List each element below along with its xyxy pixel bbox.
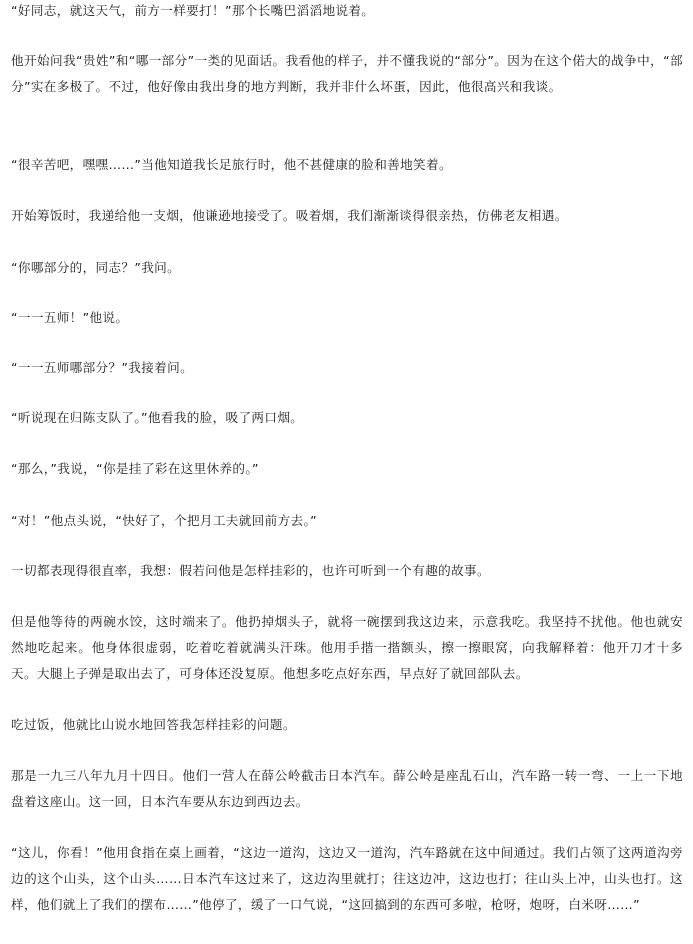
paragraph: “很辛苦吧，嘿嘿……”当他知道我长足旅行时，他不甚健康的脸和善地笑着。	[11, 157, 452, 172]
paragraph: 一切都表现得很直率，我想：假若问他是怎样挂彩的，也许可听到一个有趣的故事。	[11, 563, 490, 578]
paragraph: “这儿，你看！”他用食指在桌上画着，“这边一道沟，这边又一道沟，汽车路就在这中间通过。我们占领了这两道沟旁边的这个山头，这个山头……日本汽车这过来了，这边沟里就打；往这边冲，这边也打；往山头上冲，山头也打。这样，他们就上了我们的摆布……”他停了，缓了一口气说，“这回搞到的东西可多啦，枪呀，炮呀，白米呀……”	[11, 845, 683, 912]
paragraph: “一一五师！”他说。	[11, 310, 129, 325]
paragraph: 他开始问我“贵姓”和“哪一部分”一类的见面话。我看他的样子，并不懂我说的“部分”。因为在这个偌大的战争中，“部分”实在多极了。不过，他好像由我出身的地方判断，我并非什么坏蛋，因此，他很高兴和我谈。	[11, 53, 683, 94]
paragraph: 但是他等待的两碗水饺，这时端来了。他扔掉烟头子，就将一碗摆到我这边来，示意我吃。我坚持不扰他。他也就安然地吃起来。他身体很虚弱，吃着吃着就满头汗珠。他用手揩一揩额头，擦一擦眼窝，向我解释着：他开刀才十多天。大腿上子弹是取出去了，可身体还没复原。他想多吃点好东西，早点好了就回部队去。	[11, 614, 683, 681]
paragraph: 吃过饭，他就比山说水地回答我怎样挂彩的问题。	[11, 717, 296, 732]
paragraph: “那么，”我说，“你是挂了彩在这里休养的。”	[11, 461, 259, 476]
paragraph: “一一五师哪部分？”我接着问。	[11, 360, 194, 375]
paragraph: “你哪部分的，同志？”我问。	[11, 260, 181, 275]
paragraph: “对！”他点头说，“快好了，个把月工夫就回前方去。”	[11, 513, 317, 528]
paragraph: “好同志，就这天气，前方一样要打！”那个长嘴巴滔滔地说着。	[11, 3, 375, 18]
paragraph: “听说现在归陈支队了。”他看我的脸，吸了两口烟。	[11, 410, 304, 425]
paragraph: 开始筹饭时，我递给他一支烟，他谦逊地接受了。吸着烟，我们渐渐谈得很亲热，仿佛老友相遇。	[11, 208, 568, 223]
paragraph: 那是一九三八年九月十四日。他们一营人在薛公岭截击日本汽车。薛公岭是座乱石山，汽车路一转一弯、一上一下地盘着这座山。这一回，日本汽车要从东边到西边去。	[11, 768, 683, 809]
